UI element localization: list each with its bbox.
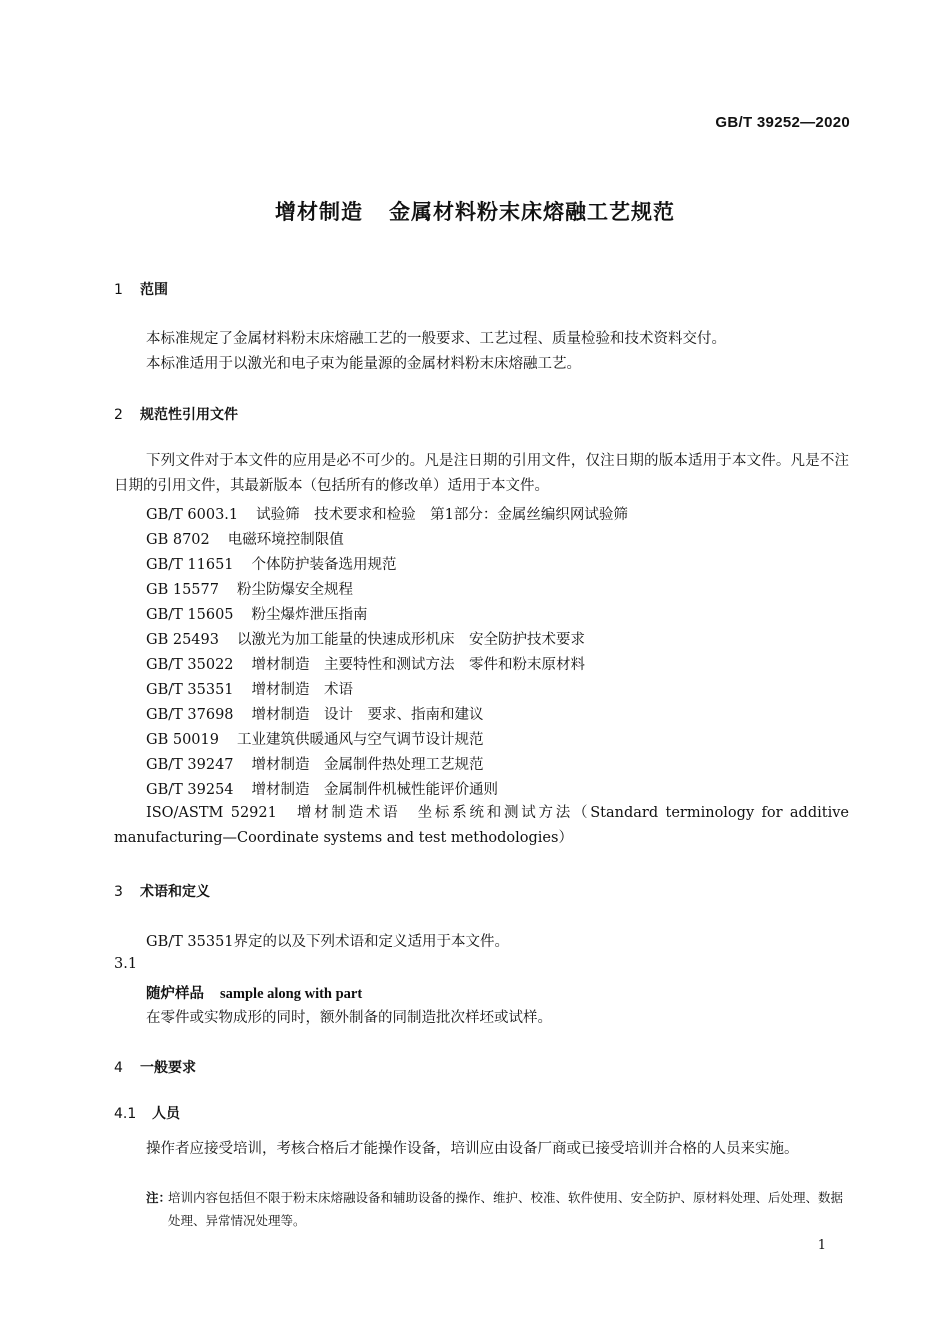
section-4-1-heading: 4.1 人员	[114, 1106, 180, 1122]
term-entry	[146, 982, 362, 1003]
normative-reference: GB/T 39254 增材制造 金属制件机械性能评价通则	[146, 782, 499, 798]
title-part2: 金属材料粉末床熔融工艺规范	[389, 200, 675, 224]
normative-reference: GB 25493 以激光为加工能量的快速成形机床 安全防护技术要求	[146, 632, 585, 648]
term-definition: 在零件或实物成形的同时，额外制备的同制造批次样坯或试样。	[146, 1010, 552, 1026]
normative-reference: GB/T 6003.1 试验筛 技术要求和检验 第1部分：金属丝编织网试验筛	[146, 507, 628, 523]
section-3-intro: GB/T 35351界定的以及下列术语和定义适用于本文件。	[146, 934, 510, 950]
section-1-para2: 本标准适用于以激光和电子束为能量源的金属材料粉末床熔融工艺。	[146, 356, 581, 372]
section-1-heading: 1 范围	[114, 282, 168, 298]
normative-reference: GB/T 11651 个体防护装备选用规范	[146, 557, 397, 573]
note	[146, 1186, 850, 1232]
normative-reference: GB/T 15605 粉尘爆炸泄压指南	[146, 607, 368, 623]
normative-reference: GB 8702 电磁环境控制限值	[146, 532, 344, 548]
section-4-1-para: 操作者应接受培训，考核合格后才能操作设备，培训应由设备厂商或已接受培训并合格的人员来实施。	[146, 1141, 799, 1157]
normative-reference: GB/T 39247 增材制造 金属制件热处理工艺规范	[146, 757, 484, 773]
section-4-heading: 4 一般要求	[114, 1060, 196, 1076]
section-3-heading: 3 术语和定义	[114, 884, 210, 900]
title-part1: 增材制造	[275, 200, 363, 224]
term-en: sample along with part	[220, 986, 363, 1002]
section-2-heading: 2 规范性引用文件	[114, 407, 238, 423]
iso-reference: ISO/ASTM 52921 增材制造术语 坐标系统和测试方法（Standard terminology for additive manufacturing—Coordinate systems and test methodologies）	[114, 805, 849, 846]
document-title	[0, 196, 950, 226]
normative-reference: GB 50019 工业建筑供暖通风与空气调节设计规范	[146, 732, 484, 748]
note-label: 注：	[146, 1190, 172, 1205]
section-2-intro: 下列文件对于本文件的应用是必不可少的。凡是注日期的引用文件，仅注日期的版本适用于本文件。凡是不注日期的引用文件，其最新版本（包括所有的修改单）适用于本文件。	[114, 453, 849, 494]
term-zh: 随炉样品	[146, 986, 204, 1002]
section-1-para1: 本标准规定了金属材料粉末床熔融工艺的一般要求、工艺过程、质量检验和技术资料交付。	[146, 331, 726, 347]
normative-reference: GB/T 37698 增材制造 设计 要求、指南和建议	[146, 707, 484, 723]
page-number: 1	[817, 1238, 826, 1253]
normative-reference: GB/T 35022 增材制造 主要特性和测试方法 零件和粉末原材料	[146, 657, 586, 673]
standard-code: GB/T 39252—2020	[715, 114, 850, 131]
normative-reference: GB/T 35351 增材制造 术语	[146, 682, 354, 698]
term-number: 3.1	[114, 956, 138, 972]
normative-reference: GB 15577 粉尘防爆安全规程	[146, 582, 353, 598]
note-text: 培训内容包括但不限于粉末床熔融设备和辅助设备的操作、维护、校准、软件使用、安全防护、原材料处理、后处理、数据处理、异常情况处理等。	[168, 1190, 844, 1228]
